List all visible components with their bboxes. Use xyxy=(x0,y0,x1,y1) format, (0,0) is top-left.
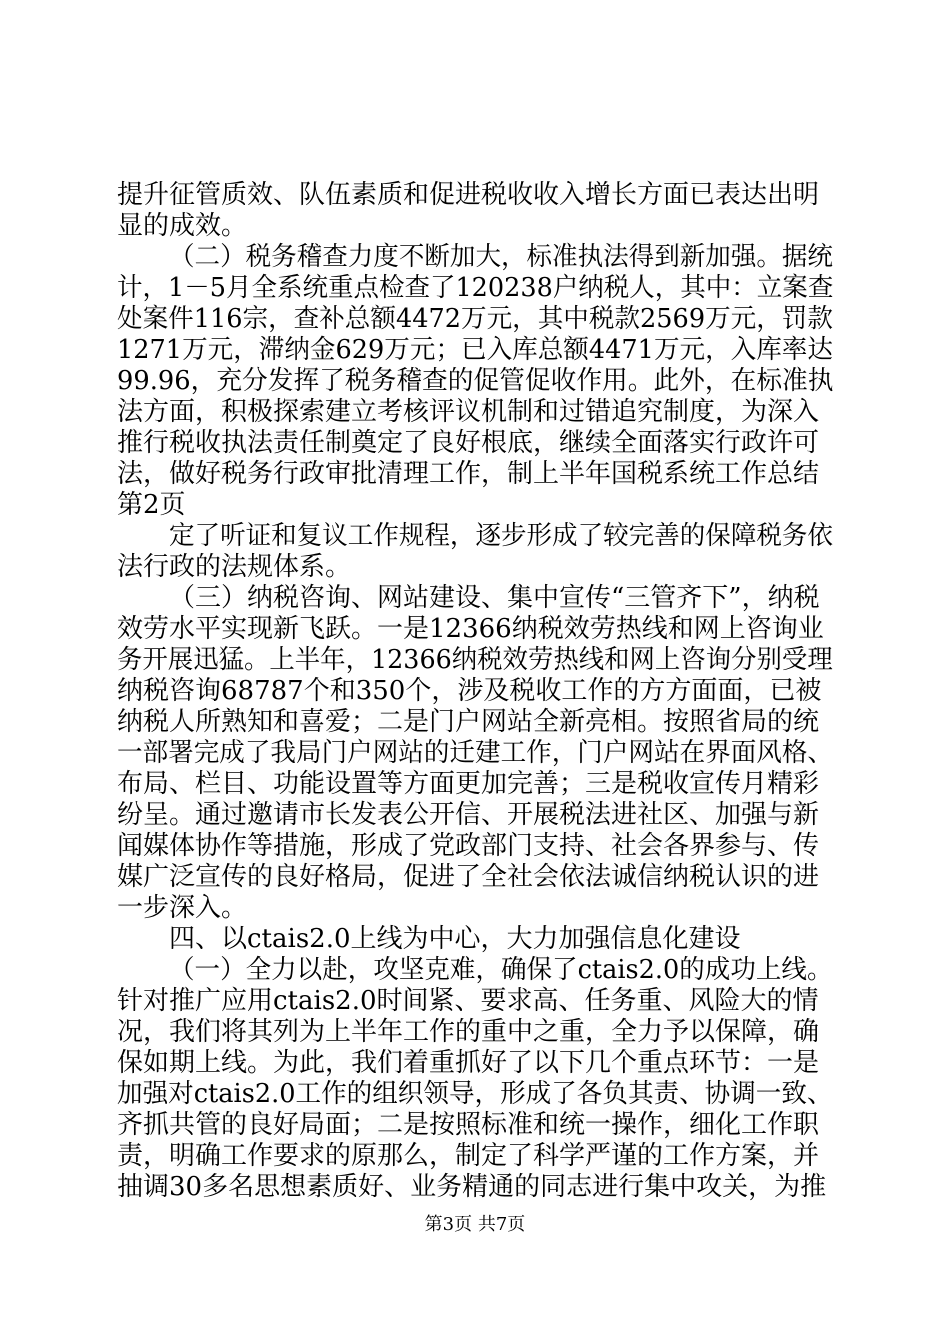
text-line: 加强对ctais2.0工作的组织领导，形成了各负其责、协调一致、 xyxy=(117,1079,833,1109)
text-line: 法方面，积极探索建立考核评议机制和过错追究制度，为深入 xyxy=(117,397,820,427)
text-line: 针对推广应用ctais2.0时间紧、要求高、任务重、风险大的情 xyxy=(117,986,819,1016)
text-line: 计，1－5月全系统重点检查了120238户纳税人，其中：立案查 xyxy=(117,273,834,303)
text-line: 显的成效。 xyxy=(117,211,248,241)
text-line: 布局、栏目、功能设置等方面更加完善；三是税收宣传月精彩 xyxy=(117,769,820,799)
text-line: 推行税收执法责任制奠定了良好根底，继续全面落实行政许可 xyxy=(117,428,820,458)
text-line: 法行政的法规体系。 xyxy=(117,552,352,582)
text-line: 齐抓共管的良好局面；二是按照标准和统一操作，细化工作职 xyxy=(117,1110,820,1140)
text-line: 况，我们将其列为上半年工作的重中之重，全力予以保障，确 xyxy=(117,1017,820,1047)
text-line: 纳税人所熟知和喜爱；二是门户网站全新亮相。按照省局的统 xyxy=(117,707,820,737)
text-line: 抽调30多名思想素质好、业务精通的同志进行集中攻关，为推 xyxy=(117,1172,827,1202)
section-heading: （二）税务稽查力度不断加大，标准执法得到新加强。据统 xyxy=(169,242,833,272)
section-heading: （三）纳税咨询、网站建设、集中宣传“三管齐下”，纳税 xyxy=(169,583,820,613)
text-line: 处案件116宗，查补总额4472万元，其中税款2569万元，罚款 xyxy=(117,304,833,334)
text-line: 99.96，充分发挥了税务稽查的促管促收作用。此外，在标准执 xyxy=(117,366,834,396)
section-heading: （一）全力以赴，攻坚克难，确保了ctais2.0的成功上线。 xyxy=(169,955,833,985)
text-line: 媒广泛宣传的良好格局，促进了全社会依法诚信纳税认识的进 xyxy=(117,862,820,892)
text-line: 效劳水平实现新飞跃。一是12366纳税效劳热线和网上咨询业 xyxy=(117,614,824,644)
text-line: 责，明确工作要求的原那么，制定了科学严谨的工作方案，并 xyxy=(117,1141,820,1171)
text-line: 务开展迅猛。上半年，12366纳税效劳热线和网上咨询分别受理 xyxy=(117,645,833,675)
text-line: 一部署完成了我局门户网站的迁建工作，门户网站在界面风格、 xyxy=(117,738,834,768)
text-line: 闻媒体协作等措施，形成了党政部门支持、社会各界参与、传 xyxy=(117,831,820,861)
text-line: 1271万元，滞纳金629万元；已入库总额4471万元，入库率达 xyxy=(117,335,833,365)
text-line: 保如期上线。为此，我们着重抓好了以下几个重点环节：一是 xyxy=(117,1048,820,1078)
text-line: 提升征管质效、队伍素质和促进税收收入增长方面已表达出明 xyxy=(117,180,820,210)
page-footer: 第3页 共7页 xyxy=(424,1214,526,1235)
text-line: 定了听证和复议工作规程，逐步形成了较完善的保障税务依 xyxy=(169,521,833,551)
text-line: 法，做好税务行政审批清理工作，制上半年国税系统工作总结 xyxy=(117,459,820,489)
text-line: 一步深入。 xyxy=(117,893,248,923)
section-heading: 四、以ctais2.0上线为中心，大力加强信息化建设 xyxy=(169,924,741,954)
page-marker: 第2页 xyxy=(117,490,186,520)
text-line: 纷呈。通过邀请市长发表公开信、开展税法进社区、加强与新 xyxy=(117,800,820,830)
text-line: 纳税咨询68787个和350个，涉及税收工作的方方面面，已被 xyxy=(117,676,822,706)
